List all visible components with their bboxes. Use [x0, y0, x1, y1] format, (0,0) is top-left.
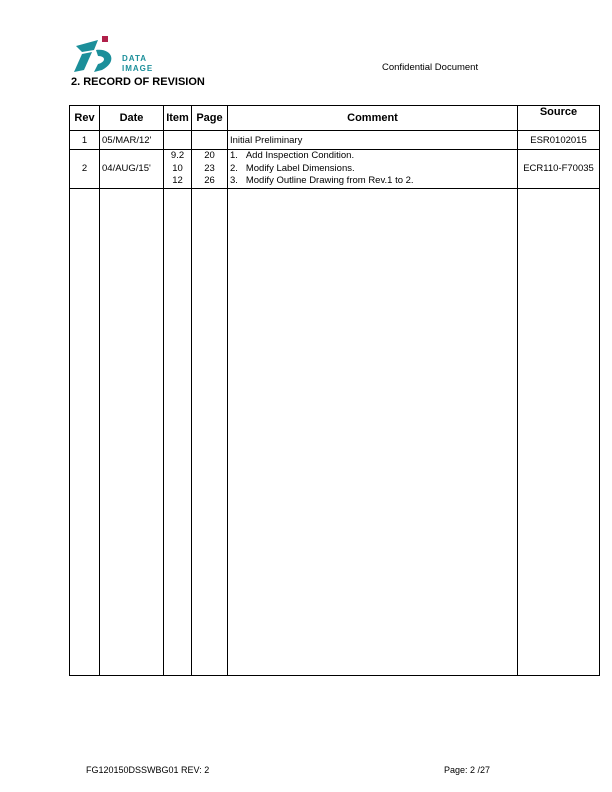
page-line: 20 [204, 150, 215, 161]
item-line: 9.2 [170, 150, 185, 161]
cell-source: ESR0102015 [518, 131, 600, 150]
col-header-page: Page [192, 106, 228, 131]
cell-date: 05/MAR/12' [100, 131, 164, 150]
comment-line: 1. Add Inspection Condition. [230, 150, 355, 161]
logo-text-data: DATA [122, 54, 148, 63]
cell-item [164, 131, 192, 150]
footer-doc-id: FG120150DSSWBG01 REV: 2 [86, 765, 210, 775]
revision-table [69, 105, 600, 676]
comment-line: 3. Modify Outline Drawing from Rev.1 to 2. [230, 175, 414, 186]
col-header-source: Source [518, 106, 600, 131]
logo-text [122, 54, 153, 74]
col-header-item: Item [164, 106, 192, 131]
cell-source: ECR110-F70035 [518, 150, 600, 189]
table-row [70, 131, 600, 150]
cell-page [192, 131, 228, 150]
cell-page [192, 150, 228, 189]
table-header-row [70, 106, 600, 131]
confidential-label: Confidential Document [382, 62, 479, 73]
cell-empty [228, 188, 518, 675]
cell-comment: Initial Preliminary [228, 131, 518, 150]
cell-rev: 1 [70, 131, 100, 150]
cell-empty [164, 188, 192, 675]
cell-empty [70, 188, 100, 675]
footer-page-number: Page: 2 /27 [444, 765, 491, 775]
cell-item [164, 150, 192, 189]
col-header-comment: Comment [228, 106, 518, 131]
logo-text-image: IMAGE [122, 64, 154, 73]
item-line: 12 [172, 175, 183, 186]
col-header-rev: Rev [70, 106, 100, 131]
cell-date: 04/AUG/15' [100, 150, 164, 189]
logo-mark-icon [72, 36, 122, 76]
cell-rev: 2 [70, 150, 100, 189]
section-title: 2. RECORD OF REVISION [71, 76, 205, 88]
table-row-empty [70, 188, 600, 675]
page-line: 23 [204, 162, 215, 174]
item-line: 10 [172, 162, 183, 174]
cell-comment [228, 150, 518, 189]
comment-line: 2. Modify Label Dimensions. [230, 162, 355, 174]
cell-empty [518, 188, 600, 675]
col-header-date: Date [100, 106, 164, 131]
cell-empty [192, 188, 228, 675]
page-line: 26 [204, 175, 215, 186]
table-row [70, 150, 600, 189]
cell-empty [100, 188, 164, 675]
